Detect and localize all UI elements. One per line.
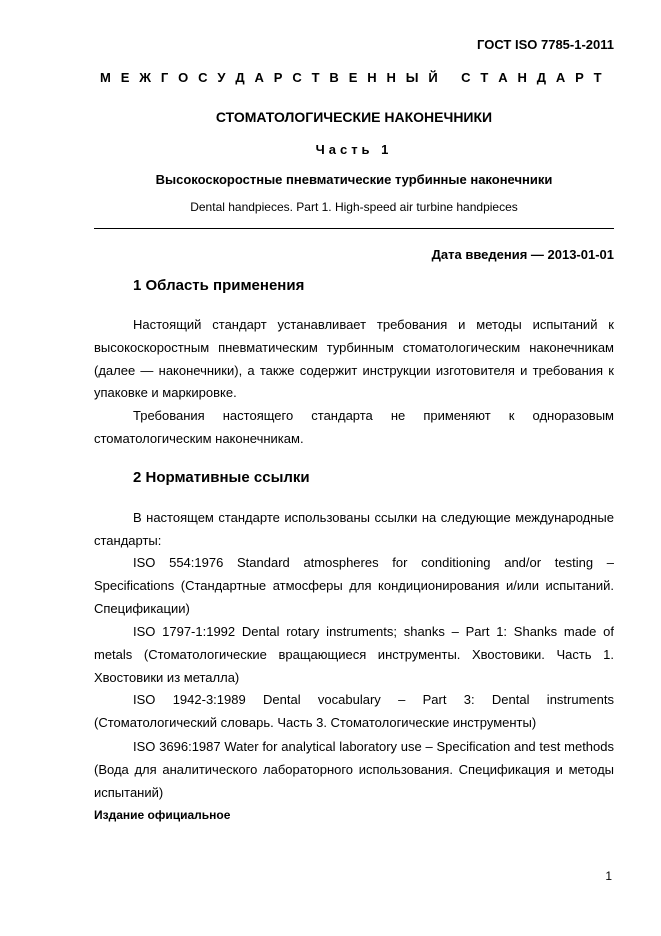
document-title: СТОМАТОЛОГИЧЕСКИЕ НАКОНЕЧНИКИ: [215, 109, 493, 125]
introduction-date: Дата введения — 2013-01-01: [431, 247, 614, 262]
subtitle-russian: Высокоскоростные пневматические турбинные наконечники: [155, 172, 553, 187]
heading-letter: Р: [575, 70, 584, 85]
heading-letter: Д: [235, 70, 245, 85]
heading-letter: Е: [120, 70, 130, 85]
page-number: 1: [605, 869, 612, 883]
heading-letter: Т: [593, 70, 602, 85]
heading-letter: Н: [367, 70, 377, 85]
heading-letter: О: [178, 70, 189, 85]
part-label: Часть 1: [315, 142, 393, 157]
heading-letter: С: [292, 70, 302, 85]
subtitle-english: Dental handpieces. Part 1. High-speed air turbine handpieces: [190, 200, 518, 214]
heading-letter: Н: [517, 70, 527, 85]
heading-letter: Г: [160, 70, 169, 85]
section-1-paragraph: Требования настоящего стандарта не применяют к одноразовым стоматологическим наконечникам.: [94, 408, 614, 446]
heading-letter: С: [461, 70, 471, 85]
reference-item: ISO 1797-1:1992 Dental rotary instruments; shanks – Part 1: Shanks made of metals (Стоматологические вращающиеся инструменты. Хвостовики. Часть 1. Хвостовики из металла): [94, 624, 614, 685]
heading-letter: А: [498, 70, 508, 85]
document-code: ГОСТ ISO 7785-1-2011: [477, 37, 614, 52]
heading-letter: Е: [348, 70, 358, 85]
heading-letter: С: [198, 70, 208, 85]
heading-letter: Ж: [139, 70, 152, 85]
heading-letter: Т: [480, 70, 489, 85]
reference-item: ISO 1942-3:1989 Dental vocabulary – Part 3: Dental instruments (Стоматологический словарь. Часть 3. Стоматологические инструменты): [94, 692, 614, 730]
heading-letter: Т: [311, 70, 320, 85]
heading-letter: Р: [273, 70, 283, 85]
section-1-heading: 1 Область применения: [133, 277, 305, 294]
heading-letter: Н: [386, 70, 396, 85]
heading-letter: Д: [536, 70, 546, 85]
reference-item: ISO 554:1976 Standard atmospheres for conditioning and/or testing – Specifications (Стандартные атмосферы для кондиционирования и/или испытаний. Спецификации): [94, 555, 614, 616]
heading-letter: [448, 70, 452, 85]
section-2-paragraph: В настоящем стандарте использованы ссылки на следующие международные стандарты:: [94, 510, 614, 548]
interstate-standard-heading: [100, 70, 602, 85]
heading-letter: Й: [428, 70, 438, 85]
section-2-heading: 2 Нормативные ссылки: [133, 469, 310, 486]
reference-item: ISO 3696:1987 Water for analytical laboratory use – Specification and test methods (Вода для аналитического лабораторного использования. Спецификация и методы испытаний): [94, 739, 614, 800]
heading-letter: А: [254, 70, 264, 85]
title-divider: [94, 228, 614, 229]
heading-letter: А: [555, 70, 566, 85]
heading-letter: М: [100, 70, 111, 85]
heading-letter: Ы: [405, 70, 419, 85]
section-1-paragraph: Настоящий стандарт устанавливает требования и методы испытаний к высокоскоростным пневматическим турбинным стоматологическим наконечникам (далее — наконечники), а также содержит инструкции изготовителя и требования к упаковке и маркировке.: [94, 317, 614, 401]
heading-letter: У: [217, 70, 226, 85]
heading-letter: В: [329, 70, 339, 85]
official-edition-note: Издание официальное: [94, 808, 231, 822]
